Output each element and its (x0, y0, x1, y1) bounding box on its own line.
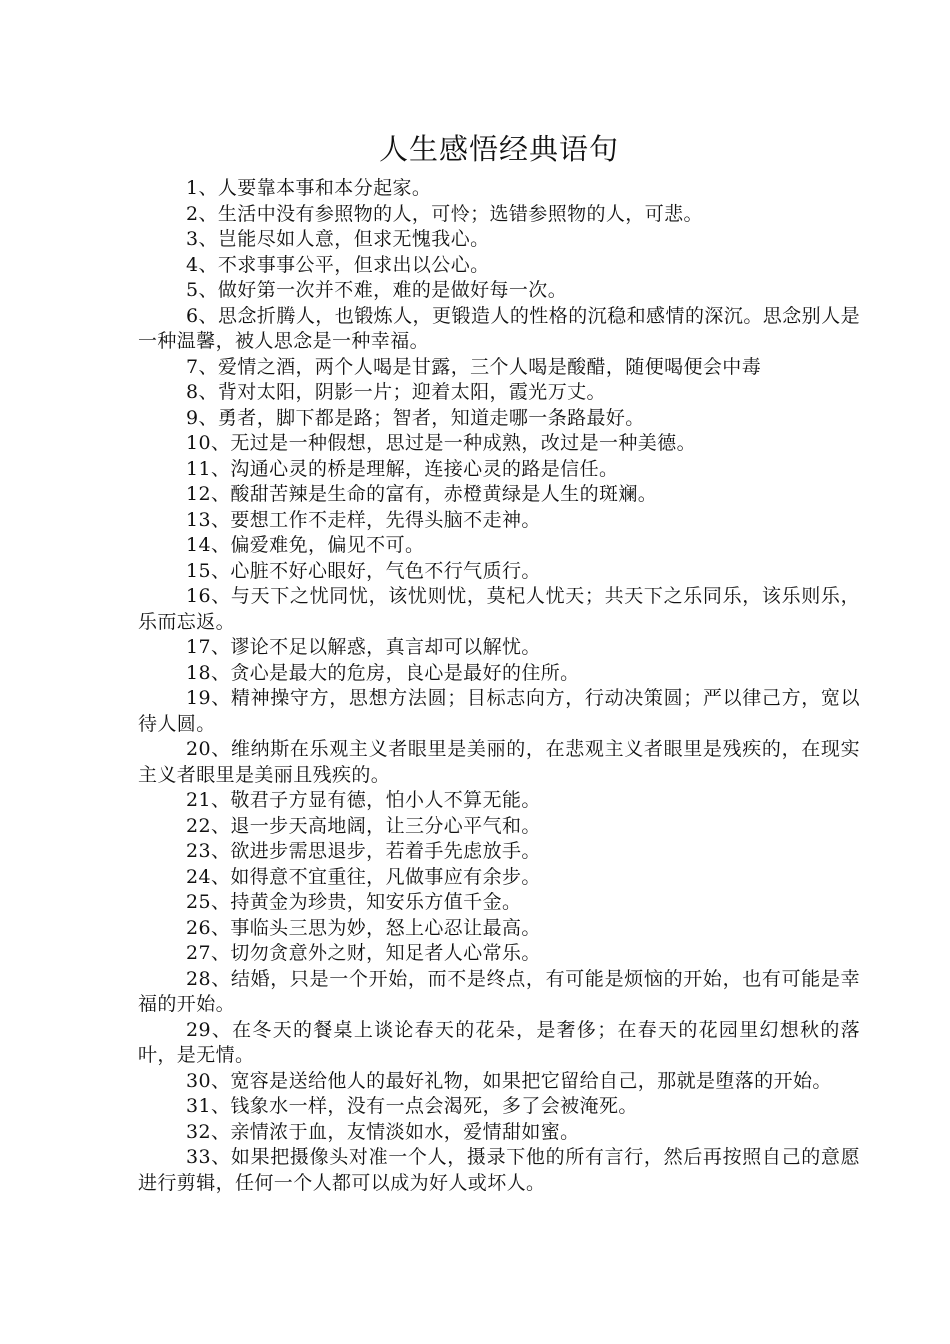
quote-list (138, 176, 860, 1196)
quote-item: 21、敬君子方显有德，怕小人不算无能。 (186, 789, 541, 811)
quote-item: 20、维纳斯在乐观主义者眼里是美丽的，在悲观主义者眼里是残疾的，在现实主义者眼里是美丽且残疾的。 (138, 738, 860, 786)
quote-item: 3、岂能尽如人意，但求无愧我心。 (186, 228, 490, 250)
quote-item: 11、沟通心灵的桥是理解，连接心灵的路是信任。 (186, 457, 619, 480)
quote-item: 32、亲情浓于血，友情淡如水，爱情甜如蜜。 (186, 1120, 580, 1143)
quote-item: 28、结婚，只是一个开始，而不是终点，有可能是烦恼的开始，也有可能是幸福的开始。 (138, 967, 860, 1015)
quote-item: 12、酸甜苦辣是生命的富有，赤橙黄绿是人生的斑斓。 (186, 483, 658, 505)
quote-item: 33、如果把摄像头对准一个人，摄录下他的所有言行，然后再按照自己的意愿进行剪辑，任何一个人都可以成为好人或坏人。 (138, 1146, 860, 1194)
quote-item: 14、偏爱难免，偏见不可。 (186, 534, 425, 556)
quote-item: 15、心脏不好心眼好，气色不行气质行。 (186, 559, 541, 582)
quote-item: 9、勇者，脚下都是路；智者，知道走哪一条路最好。 (186, 406, 645, 429)
quote-item: 22、退一步天高地阔，让三分心平气和。 (186, 814, 541, 837)
quote-item: 10、无过是一种假想，思过是一种成熟，改过是一种美德。 (186, 432, 696, 454)
quote-item: 19、精神操守方，思想方法圆；目标志向方，行动决策圆；严以律己方，宽以待人圆。 (138, 687, 860, 735)
quote-item: 6、思念折腾人，也锻炼人，更锻造人的性格的沉稳和感情的深沉。思念别人是一种温馨，被人思念是一种幸福。 (138, 304, 860, 352)
document-page (138, 124, 860, 1196)
quote-item: 8、背对太阳，阴影一片；迎着太阳，霞光万丈。 (186, 381, 606, 403)
quote-item: 26、事临头三思为妙，怒上心忍让最高。 (186, 916, 541, 939)
quote-item: 7、爱情之酒，两个人喝是甘露，三个人喝是酸醋，随便喝便会中毒 (186, 355, 762, 378)
quote-item: 31、钱象水一样，没有一点会渴死，多了会被淹死。 (186, 1095, 638, 1117)
quote-item: 23、欲进步需思退步，若着手先虑放手。 (186, 840, 541, 862)
quote-item: 13、要想工作不走样，先得头脑不走神。 (186, 508, 541, 531)
quote-item: 29、在冬天的餐桌上谈论春天的花朵，是奢侈；在春天的花园里幻想秋的落叶，是无情。 (138, 1018, 860, 1066)
quote-item: 27、切勿贪意外之财，知足者人心常乐。 (186, 942, 541, 964)
quote-item: 4、不求事事公平，但求出以公心。 (186, 253, 490, 276)
document-title: 人生感悟经典语句 (378, 132, 619, 166)
quote-item: 2、生活中没有参照物的人，可怜；选错参照物的人，可悲。 (186, 202, 703, 225)
quote-item: 18、贪心是最大的危房，良心是最好的住所。 (186, 661, 580, 684)
quote-item: 30、宽容是送给他人的最好礼物，如果把它留给自己，那就是堕落的开始。 (186, 1069, 832, 1092)
quote-item: 1、人要靠本事和本分起家。 (186, 177, 432, 199)
quote-item: 24、如得意不宜重往，凡做事应有余步。 (186, 865, 541, 888)
quote-item: 25、持黄金为珍贵，知安乐方值千金。 (186, 891, 522, 913)
quote-item: 5、做好第一次并不难，难的是做好每一次。 (186, 279, 568, 301)
quote-item: 16、与天下之忧同忧，该忧则忧，莫杞人忧天；共天下之乐同乐，该乐则乐，乐而忘返。 (138, 585, 860, 633)
quote-item: 17、谬论不足以解惑，真言却可以解忧。 (186, 636, 541, 658)
